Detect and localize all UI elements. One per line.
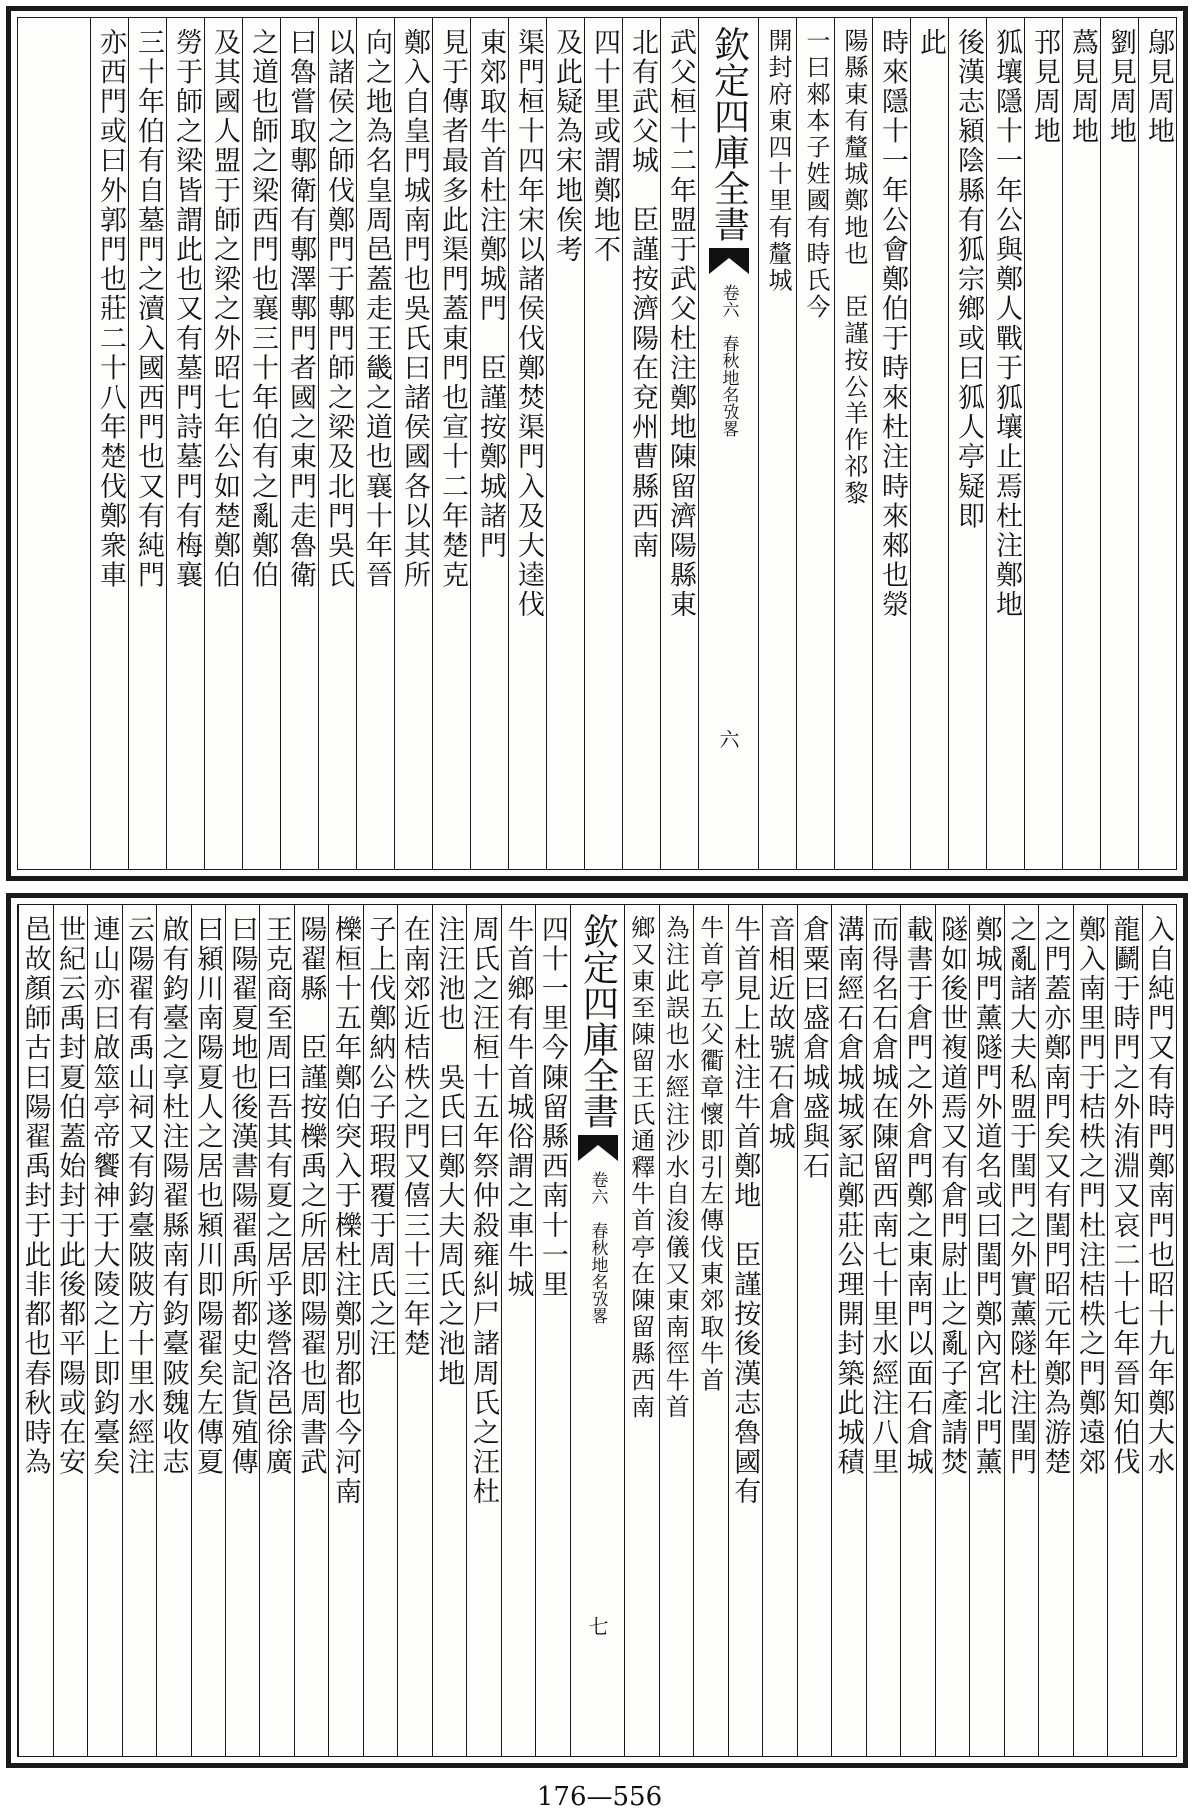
text-column: 載書于倉門之外倉門鄭之東南門以面石倉城 [900, 905, 934, 1756]
text-column: 啟有鈞臺之享杜注陽翟縣南有鈞臺陂魏收志 [156, 905, 190, 1756]
page-number-footer: 176—556 [536, 1782, 663, 1812]
text-column: 蔿見周地 [1062, 18, 1100, 869]
text-column: 連山亦曰啟筮亭帝饗神于大陵之上即鈞臺矣 [87, 905, 121, 1756]
text-column: 及其國人盟于師之梁之外昭七年公如楚鄭伯 [204, 18, 242, 869]
page-top-columns [18, 18, 1176, 869]
volume-label: 卷六 春秋地名攷畧 [587, 1171, 608, 1324]
text-column: 牛首見上杜注牛首鄭地 臣謹按後漢志魯國有 [728, 905, 762, 1756]
text-column: 曰潁川南陽夏人之居也潁川即陽翟矣左傳夏 [191, 905, 225, 1756]
text-column: 曰陽翟夏地也後漢書陽翟禹所都史記貨殖傳 [225, 905, 259, 1756]
text-column: 向之地為名皇周邑蓋走王畿之道也襄十年晉 [356, 18, 394, 869]
text-column: 見于傳者最多此渠門蓋東門也宣十二年楚克 [432, 18, 470, 869]
fishtail-mark-icon [709, 248, 749, 274]
text-column: 而得名石倉城在陳留西南七十里水經注八里 [866, 905, 900, 1756]
page-bottom-frame [17, 904, 1177, 1757]
text-column: 入自純門又有時門鄭南門也昭十九年鄭大水 [1142, 905, 1176, 1756]
text-column: 子上伐鄭納公子瑕瑕覆于周氏之汪 [363, 905, 397, 1756]
text-column: 音相近故號石倉城 [762, 905, 796, 1756]
text-column: 云陽翟有禹山祠又有鈞臺陂陂方十里水經注 [122, 905, 156, 1756]
book-title: 欽定四庫全書 [577, 913, 619, 1129]
text-column: 勞于師之梁皆謂此也又有墓門詩墓門有梅襄 [166, 18, 204, 869]
text-column: 鄭入自皇門城南門也吳氏曰諸侯國各以其所 [394, 18, 432, 869]
text-column: 龍鬬于時門之外洧淵又哀二十七年晉知伯伐 [1107, 905, 1141, 1756]
center-fold-column [698, 18, 758, 869]
text-column: 邘見周地 [1024, 18, 1062, 869]
text-column: 溝南經石倉城城冢記鄭莊公理開封築此城積 [831, 905, 865, 1756]
text-column: 櫟桓十五年鄭伯突入于櫟杜注鄭別都也今河南 [328, 905, 362, 1756]
text-column: 狐壤隱十一年公與鄭人戰于狐壤止焉杜注鄭地 [986, 18, 1024, 869]
text-column: 之道也師之梁西門也襄三十年伯有之亂鄭伯 [242, 18, 280, 869]
page-top [6, 6, 1188, 881]
text-column: 隧如後世複道焉又有倉門尉止之亂子產請焚 [935, 905, 969, 1756]
text-column: 四十一里今陳留縣西南十一里 [535, 905, 569, 1756]
text-column: 注汪池也 吳氏曰鄭大夫周氏之池地 [432, 905, 466, 1756]
text-column: 陽翟縣 臣謹按櫟禹之所居即陽翟也周書武 [294, 905, 328, 1756]
page-top-frame [17, 17, 1177, 870]
text-column: 時來隱十一年公會鄭伯于時來杜注時來郲也滎 [872, 18, 910, 869]
text-column: 在南郊近桔柣之門又僖三十三年楚 [397, 905, 431, 1756]
text-column: 鄭城門薰隧門外道名或曰閨門鄭內宮北門薰 [969, 905, 1003, 1756]
text-column: 鄭入南里門于桔柣之門杜注桔柣之門鄭遠郊 [1073, 905, 1107, 1756]
folio-number: 六 [716, 729, 740, 749]
text-column: 牛首亭五父衢章懷即引左傳伐東郊取牛首 [693, 905, 727, 1756]
text-column: 後漢志潁陰縣有狐宗鄉或曰狐人亭疑即 [948, 18, 986, 869]
text-column: 及此疑為宋地俟考 [546, 18, 584, 869]
text-column: 三十年伯有自墓門之瀆入國西門也又有純門 [128, 18, 166, 869]
page-bottom [6, 893, 1188, 1768]
text-column: 倉粟曰盛倉城盛與石 [797, 905, 831, 1756]
page-bottom-columns [18, 905, 1176, 1756]
text-column: 世紀云禹封夏伯蓋始封于此後都平陽或在安 [53, 905, 87, 1756]
text-column: 渠門桓十四年宋以諸侯伐鄭焚渠門入及大逵伐 [508, 18, 546, 869]
text-column: 一曰郲本子姓國有時氏今 [796, 18, 834, 869]
volume-label: 卷六 春秋地名攷畧 [718, 284, 739, 437]
folio-number: 七 [585, 1616, 610, 1636]
text-column: 曰魯嘗取鄟衛有鄟澤鄟門者國之東門走魯衛 [280, 18, 318, 869]
text-column: 鄔見周地 [1138, 18, 1176, 869]
text-column: 亦西門或曰外郭門也莊二十八年楚伐鄭衆車 [90, 18, 128, 869]
text-column: 此 [910, 18, 948, 869]
text-column: 劉見周地 [1100, 18, 1138, 869]
text-column: 之亂諸大夫私盟于閨門之外實薰隧杜注閨門 [1004, 905, 1038, 1756]
text-column: 王克商至周曰吾其有夏之居乎遂營洛邑徐廣 [259, 905, 293, 1756]
fishtail-mark-icon [578, 1135, 618, 1161]
text-column: 東郊取牛首杜注鄭城門 臣謹按鄭城諸門 [470, 18, 508, 869]
text-column: 牛首鄉有牛首城俗謂之車牛城 [501, 905, 535, 1756]
text-column: 之門蓋亦鄭南門矣又有閨門昭元年鄭為游楚 [1038, 905, 1072, 1756]
text-column: 四十里或謂鄭地不 [584, 18, 622, 869]
text-column: 開封府東四十里有釐城 [758, 18, 796, 869]
text-column: 為注此誤也水經注沙水自浚儀又東南徑牛首 [659, 905, 693, 1756]
text-column: 鄉又東至陳留王氏通釋牛首亭在陳留縣西南 [624, 905, 658, 1756]
text-column: 北有武父城 臣謹按濟陽在兗州曹縣西南 [622, 18, 660, 869]
center-fold-column [570, 905, 624, 1756]
text-column: 以諸侯之師伐鄭門于鄟門師之梁及北門吳氏 [318, 18, 356, 869]
book-title: 欽定四庫全書 [708, 26, 750, 242]
text-column: 陽縣東有釐城鄭地也 臣謹按公羊作祁黎 [834, 18, 872, 869]
text-column: 周氏之汪桓十五年祭仲殺雍糾尸諸周氏之汪杜 [466, 905, 500, 1756]
text-column: 武父桓十二年盟于武父杜注鄭地陳留濟陽縣東 [660, 18, 698, 869]
text-column: 邑故顏師古曰陽翟禹封于此非都也春秋時為 [18, 905, 52, 1756]
